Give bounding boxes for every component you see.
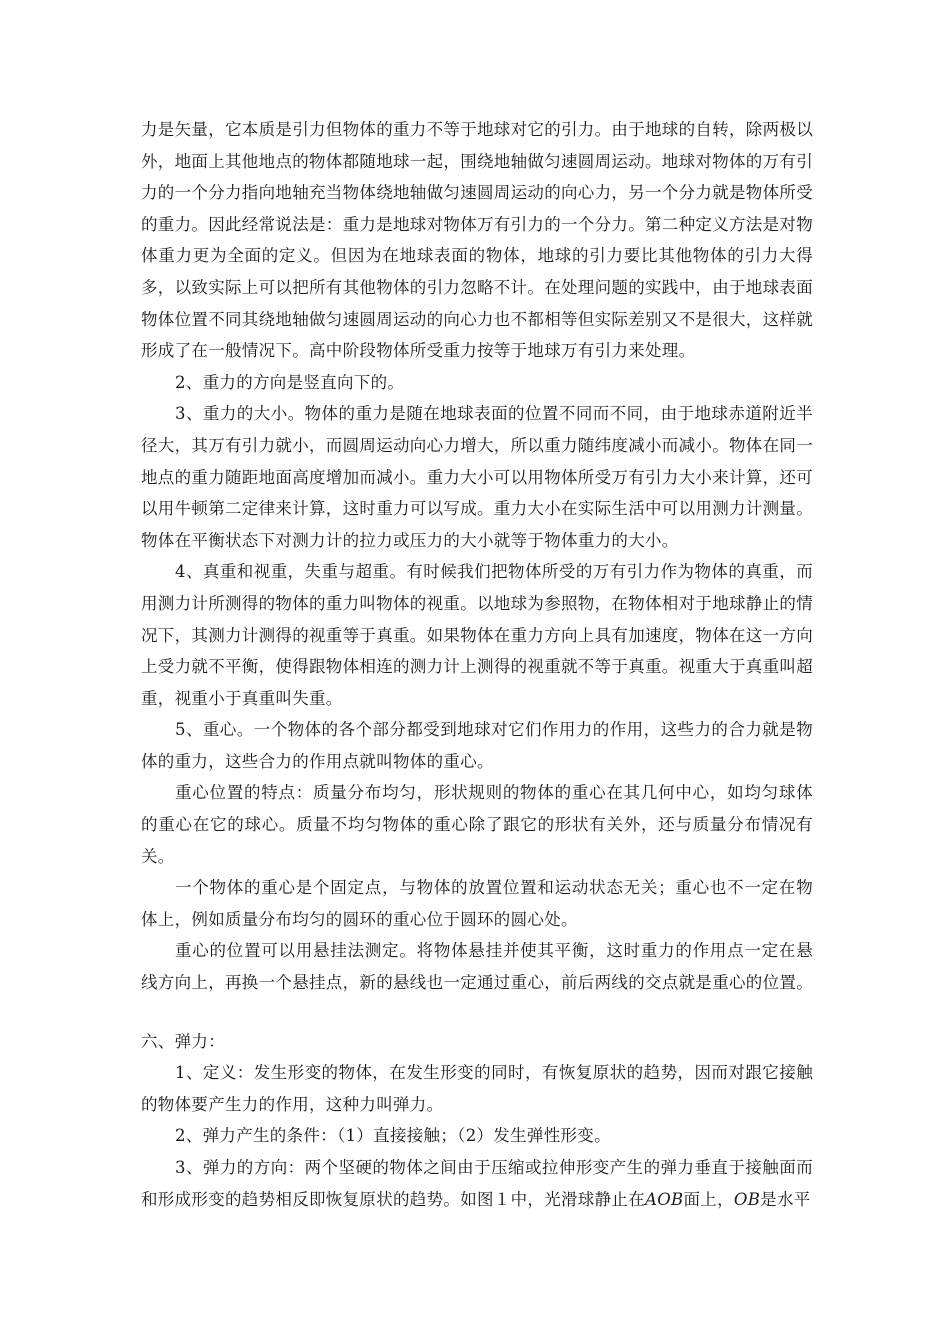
- variable-ob: OB: [733, 1189, 761, 1209]
- section-heading-elastic-force: 六、弹力：: [141, 1031, 225, 1051]
- variable-aob: AOB: [645, 1189, 684, 1209]
- elastic-direction-text-2: 面上，: [683, 1189, 734, 1209]
- paragraph-center-position-features: 重心位置的特点：质量分布均匀，形状规则的物体的重心在其几何中心，如均匀球体的重心在它的球心。质量不均匀物体的重心除了跟它的形状有关外，还与质量分布情况有关。: [141, 783, 813, 866]
- elastic-direction-text-1: 3、弹力的方向：两个坚硬的物体之间由于压缩或拉伸形变产生的弹力垂直于接触面而和形成形变的趋势相反即恢复原状的趋势。如图１中，光滑球静止在: [141, 1158, 813, 1209]
- paragraph-true-apparent-weight: 4、真重和视重，失重与超重。有时候我们把物体所受的万有引力作为物体的真重，而用测力计所测得的物体的重力叫物体的视重。以地球为参照物，在物体相对于地球静止的情况下，其测力计测得的视重等于真重。如果物体在重力方向上具有加速度，物体在这一方向上受力就不平衡，使得跟物体相连的测力计上测得的视重就不等于真重。视重大于真重叫超重，视重小于真重叫失重。: [141, 562, 813, 708]
- paragraph-suspension-method: 重心的位置可以用悬挂法测定。将物体悬挂并使其平衡，这时重力的作用点一定在悬线方向上，再换一个悬挂点，新的悬线也一定通过重心，前后两线的交点就是重心的位置。: [141, 941, 813, 993]
- paragraph-gravity-direction: 2、重力的方向是竖直向下的。: [175, 372, 405, 392]
- paragraph-center-of-gravity: 5、重心。一个物体的各个部分都受到地球对它们作用力的作用，这些力的合力就是物体的重力，这些合力的作用点就叫物体的重心。: [141, 720, 813, 771]
- paragraph-elastic-direction: [141, 1152, 813, 1215]
- paragraph-elastic-definition: 1、定义：发生形变的物体，在发生形变的同时，有恢复原状的趋势，因而对跟它接触的物体要产生力的作用，这种力叫弹力。: [141, 1063, 813, 1114]
- paragraph-elastic-conditions: 2、弹力产生的条件：（1）直接接触；（2）发生弹性形变。: [175, 1126, 611, 1146]
- paragraph-gravity-magnitude: 3、重力的大小。物体的重力是随在地球表面的位置不同而不同，由于地球赤道附近半径大，其万有引力就小，而圆周运动向心力增大，所以重力随纬度减小而减小。物体在同一地点的重力随距地面高度增加而减小。重力大小可以用物体所受万有引力大小来计算，还可以用牛顿第二定律来计算，这时重力可以写成。重力大小在实际生活中可以用测力计测量。物体在平衡状态下对测力计的拉力或压力的大小就等于物体重力的大小。: [141, 404, 813, 550]
- elastic-direction-text-3: 是水平: [760, 1189, 811, 1209]
- paragraph-gravity-definition: 力是矢量，它本质是引力但物体的重力不等于地球对它的引力。由于地球的自转，除两极以外，地面上其他地点的物体都随地球一起，围绕地轴做匀速圆周运动。地球对物体的万有引力的一个分力指向地轴充当物体绕地轴做匀速圆周运动的向心力，另一个分力就是物体所受的重力。因此经常说法是：重力是地球对物体万有引力的一个分力。第二种定义方法是对物体重力更为全面的定义。但因为在地球表面的物体，地球的引力要比其他物体的引力大得多，以致实际上可以把所有其他物体的引力忽略不计。在处理问题的实践中，由于地球表面物体位置不同其绕地轴做匀速圆周运动的向心力也不都相等但实际差别又不是很大，这样就形成了在一般情况下。高中阶段物体所受重力按等于地球万有引力来处理。: [141, 120, 813, 361]
- document-page: [141, 114, 813, 1215]
- paragraph-center-fixed-point: 一个物体的重心是个固定点，与物体的放置位置和运动状态无关；重心也不一定在物体上，例如质量分布均匀的圆环的重心位于圆环的圆心处。: [141, 878, 813, 929]
